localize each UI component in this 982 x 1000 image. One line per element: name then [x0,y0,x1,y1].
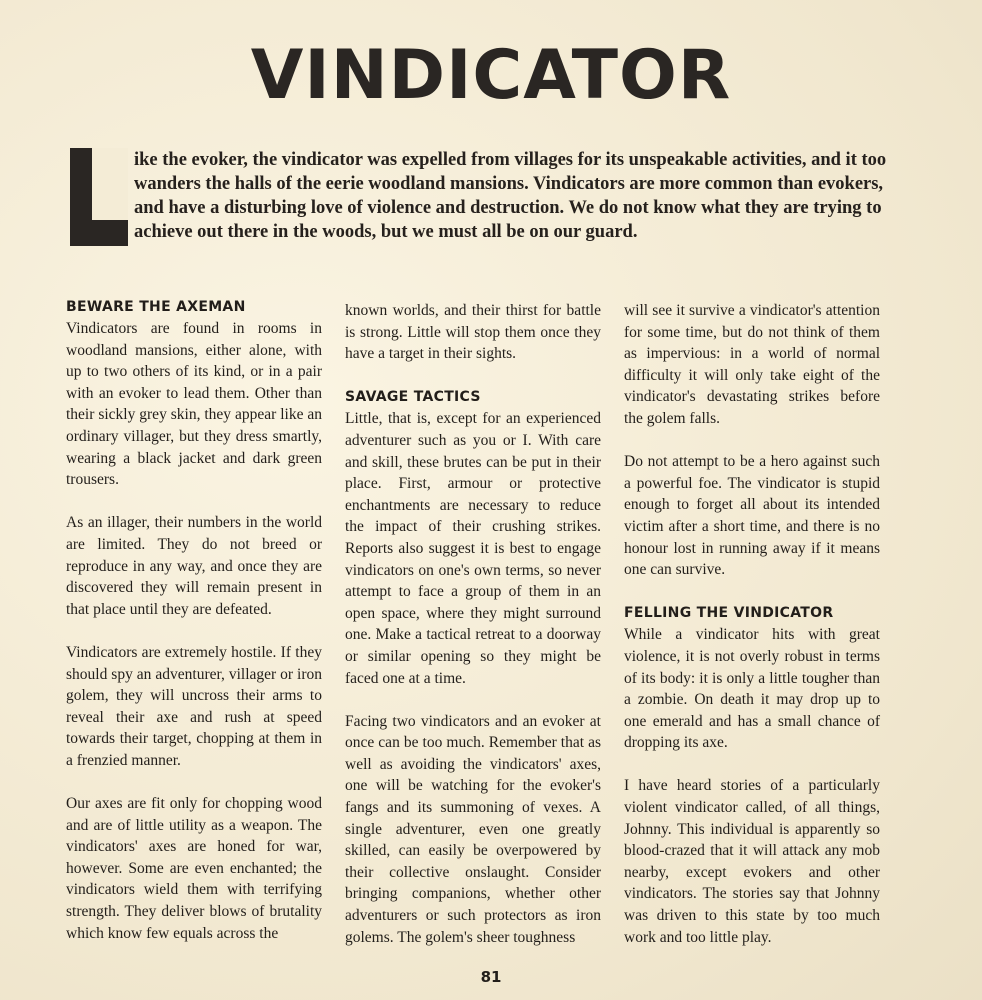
paragraph: Our axes are fit only for chopping wood and are of little utility as a weapon. The vindicators' axes are honed for war, however. Some are even enchanted; the vindicators wield them with terrifying strength. They deliver blows of brutality which know few equals across the [66,795,322,942]
paragraph: known worlds, and their thirst for battle is strong. Little will stop them once they have a target in their sights. [345,302,601,363]
column-1 [66,296,322,944]
paragraph: Vindicators are extremely hostile. If they should spy an adventurer, villager or iron golem, they will uncross their arms to reveal their axe and rush at speed towards their target, chopping at them in a frenzied manner. [66,643,322,769]
heading-savage-tactics: SAVAGE TACTICS [345,389,481,406]
intro-text: ike the evoker, the vindicator was expelled from villages for its unspeakable activities, and it too wanders the halls of the eerie woodland mansions. Vindicators are more common than evokers, and have a disturbing love of violence and destruction. We do not know what they are trying to achieve out there in the woods, but we must all be on our guard. [134,150,887,242]
column-3 [624,300,880,948]
column-2 [345,300,601,948]
dropcap-l [70,148,128,246]
paragraph: Do not attempt to be a hero against such a powerful foe. The vindicator is stupid enough to forget all about its intended victim after a short time, and there is no honour lost in running away if it means one can survive. [624,453,880,579]
paragraph: Facing two vindicators and an evoker at once can be too much. Remember that as well as avoiding the vindicators' axes, one will be watching for the evoker's fangs and its summoning of vexes. A single adventurer, even one greatly skilled, can easily be overpowered by their collective onslaught. Consider bringing companions, whether other adventurers or such protectors as iron golems. The golem's sheer toughness [345,712,601,946]
paragraph: will see it survive a vindicator's attention for some time, but do not think of them as impervious: in a world of normal difficulty it will only take eight of the vindicator's devastating strikes before the golem falls. [624,302,880,427]
intro-block [70,148,890,258]
heading-felling-the-vindicator: FELLING THE VINDICATOR [624,605,834,622]
heading-beware-the-axeman: BEWARE THE AXEMAN [66,299,246,315]
page-title: VINDICATOR [250,36,732,115]
paragraph: Vindicators are found in rooms in woodland mansions, either alone, with up to two others of its kind, or in a pair with an evoker to lead them. Other than their sickly grey skin, they appear like an ordinary villager, but they dress smartly, wearing a black jacket and dark green trousers. [66,320,322,489]
paragraph: Little, that is, except for an experienced adventurer such as you or I. With care and skill, these brutes can be put in their place. First, armour or protective enchantments are necessary to reduce the impact of their crushing strikes. Reports also suggest it is best to engage vindicators on one's own terms, so never attempt to face a group of them in an open space, where they might surround one. Make a tactical retreat to a doorway or similar opening so they might be faced one at a time. [345,410,601,687]
paragraph: As an illager, their numbers in the world are limited. They do not breed or reproduce in any way, and once they are discovered they will remain present in that place until they are defeated. [66,514,322,618]
page-number: 81 [480,968,502,986]
paragraph: I have heard stories of a particularly violent vindicator called, of all things, Johnny. This individual is apparently so blood-crazed that it will attack any mob nearby, except evokers and other vindicators. The stories say that Johnny was driven to this state by too much work and too little play. [624,777,880,946]
paragraph: While a vindicator hits with great violence, it is not overly robust in terms of its body: it is only a little tougher than a zombie. On death it may drop up to one emerald and has a small chance of dropping its axe. [624,626,880,752]
